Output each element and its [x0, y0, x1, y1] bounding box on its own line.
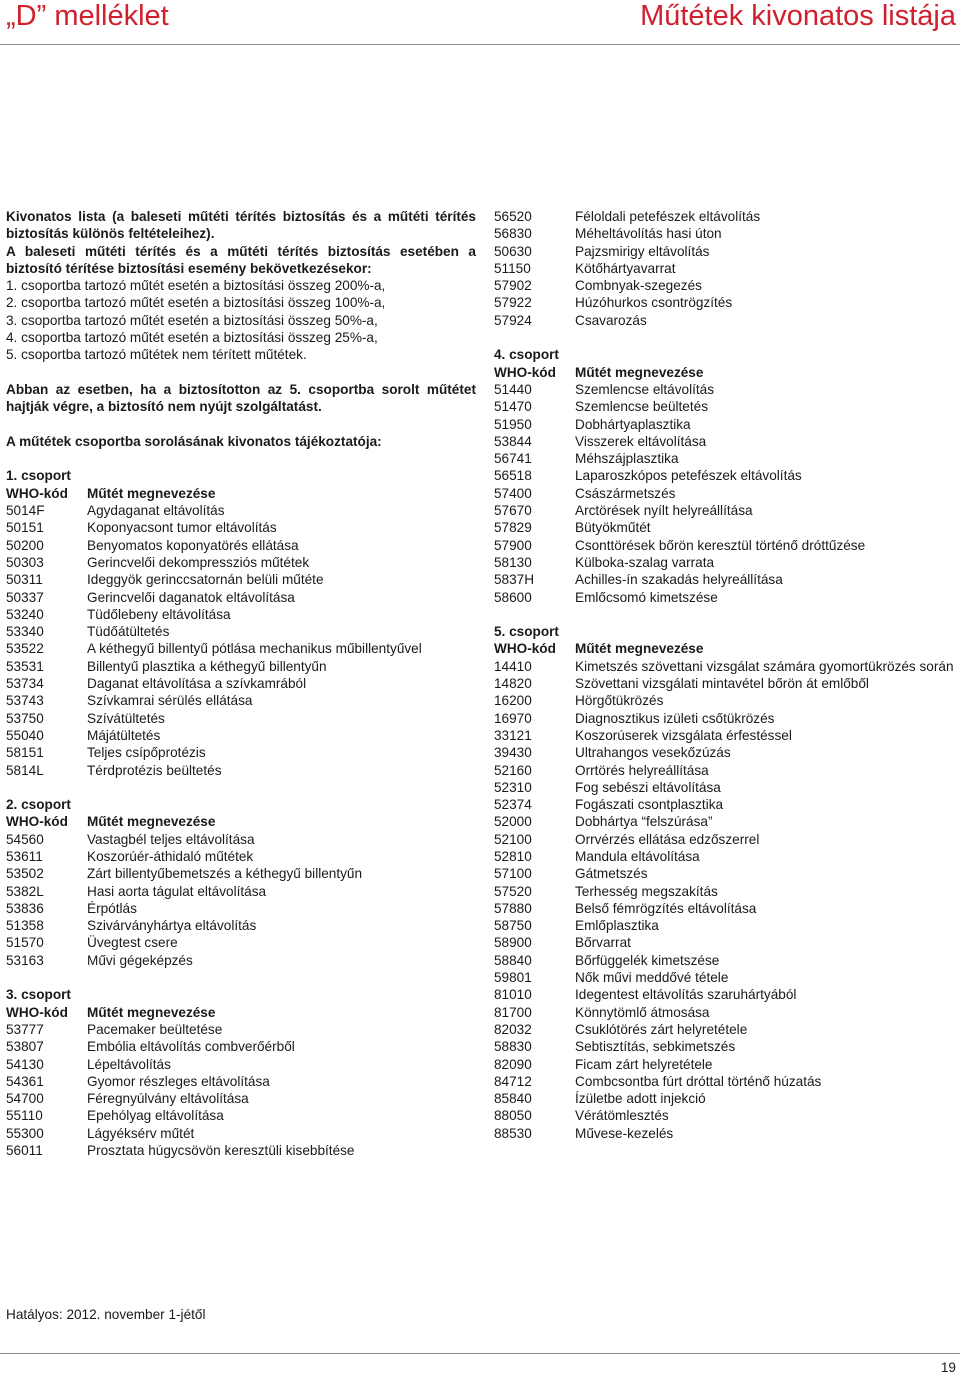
operation-name: Benyomatos koponyatörés ellátása — [87, 537, 299, 553]
operation-name: Féregnyúlvány eltávolítása — [87, 1091, 249, 1107]
who-code: 82032 — [494, 1021, 532, 1037]
who-code: 57100 — [494, 866, 532, 882]
who-code: 88530 — [494, 1125, 532, 1141]
operation-group — [494, 623, 956, 1142]
table-row — [494, 589, 956, 606]
who-code: 53844 — [494, 433, 532, 449]
table-row — [494, 675, 956, 692]
who-code: 57670 — [494, 503, 532, 519]
who-code: 56520 — [494, 209, 532, 224]
operation-name: Szövettani vizsgálati mintavétel bőrön át emlőből — [575, 676, 869, 692]
who-code: 55300 — [6, 1125, 44, 1141]
operation-name: Szivárványhártya eltávolítás — [87, 918, 257, 934]
operation-name: Visszerek eltávolítása — [575, 433, 707, 449]
table-row — [494, 900, 956, 917]
operation-group — [6, 796, 476, 969]
who-code: 5014F — [6, 503, 45, 519]
column-header — [6, 1004, 476, 1021]
who-code: 50303 — [6, 554, 44, 570]
table-row — [494, 1021, 956, 1038]
operation-name: A kéthegyű billentyű pótlása mechanikus műbillentyűvel — [87, 641, 422, 657]
table-row — [494, 225, 956, 242]
who-code: 50337 — [6, 589, 44, 605]
operation-name: Mandula eltávolítása — [575, 848, 700, 864]
operation-name: Ideggyök gerinccsatornán belüli műtéte — [87, 572, 324, 588]
operation-group — [6, 467, 476, 778]
table-row — [494, 416, 956, 433]
who-code: 52310 — [494, 779, 532, 795]
operation-name: Koponyacsont tumor eltávolítás — [87, 520, 277, 536]
column-header — [6, 485, 476, 502]
table-row — [494, 848, 956, 865]
operation-name: Dobhártya “felszúrása” — [575, 814, 713, 830]
table-row — [494, 554, 956, 571]
operation-name: Tüdőátültetés — [87, 624, 170, 640]
group-title: 1. csoport — [6, 468, 71, 484]
who-code: 53240 — [6, 606, 44, 622]
operation-name: Üvegtest csere — [87, 935, 178, 951]
column-header — [494, 364, 956, 381]
table-row — [6, 727, 476, 744]
operation-name: Gyomor részleges eltávolítása — [87, 1073, 270, 1089]
table-row — [6, 1073, 476, 1090]
table-row — [6, 623, 476, 640]
operation-name: Embólia eltávolítás combverőérből — [87, 1039, 295, 1055]
who-code: 51470 — [494, 399, 532, 415]
operation-name: Gerincvelői dekompressziós műtétek — [87, 554, 310, 570]
who-code: 53750 — [6, 710, 44, 726]
table-row — [494, 277, 956, 294]
table-row — [6, 917, 476, 934]
operation-name: Féloldali petefészek eltávolítás — [575, 209, 761, 224]
who-code: 56741 — [494, 451, 532, 467]
who-code: 16200 — [494, 693, 532, 709]
table-row — [6, 554, 476, 571]
operation-group — [494, 208, 956, 329]
who-code: 50200 — [6, 537, 44, 553]
footer-divider — [0, 1353, 960, 1354]
who-code: 52000 — [494, 814, 532, 830]
who-code: 53743 — [6, 693, 44, 709]
who-code: 53734 — [6, 676, 44, 692]
table-row — [6, 1142, 476, 1159]
table-row — [494, 917, 956, 934]
table-row — [6, 692, 476, 709]
operation-name: Tüdőlebeny eltávolítása — [87, 606, 231, 622]
spacer — [6, 779, 476, 796]
who-code: 51570 — [6, 935, 44, 951]
operation-name: Térdprotézis beültetés — [87, 762, 222, 778]
who-code: 39430 — [494, 745, 532, 761]
operation-name: Idegentest eltávolítás szaruhártyából — [575, 987, 797, 1003]
who-code: 56830 — [494, 226, 532, 242]
operation-name: Pacemaker beültetése — [87, 1021, 223, 1037]
who-code: 88050 — [494, 1108, 532, 1124]
right-groups — [494, 208, 956, 1142]
operation-name: Külboka-szalag varrata — [575, 554, 715, 570]
table-row — [494, 813, 956, 830]
table-row — [494, 1090, 956, 1107]
intro-item: 2. csoportba tartozó műtét esetén a biztosítási összeg 100%-a, — [6, 295, 386, 311]
who-code: 53611 — [6, 848, 43, 864]
who-code: 85840 — [494, 1091, 532, 1107]
table-row — [494, 467, 956, 484]
table-row — [6, 1021, 476, 1038]
table-row — [494, 260, 956, 277]
table-row — [6, 710, 476, 727]
who-code: 56518 — [494, 468, 532, 484]
who-code: 57900 — [494, 537, 532, 553]
effective-date: Hatályos: 2012. november 1-jétől — [6, 1307, 206, 1322]
operation-name: Vastagbél teljes eltávolítása — [87, 831, 255, 847]
table-row — [6, 865, 476, 882]
operation-name: Prosztata húgycsövön keresztüli kisebbítése — [87, 1143, 355, 1159]
table-row — [494, 1056, 956, 1073]
who-code: 56011 — [6, 1143, 43, 1159]
operation-name: Emlőcsomó kimetszése — [575, 589, 718, 605]
table-row — [6, 675, 476, 692]
operation-name: Koszorúér-áthidaló műtétek — [87, 848, 254, 864]
operation-name: Szemlencse eltávolítás — [575, 381, 715, 397]
table-row — [494, 571, 956, 588]
who-code: 51950 — [494, 416, 532, 432]
table-row — [494, 537, 956, 554]
who-code: 58840 — [494, 952, 532, 968]
who-code: 52100 — [494, 831, 532, 847]
table-row — [494, 658, 956, 675]
who-code: 54560 — [6, 831, 44, 847]
table-row — [494, 779, 956, 796]
who-code: 53502 — [6, 866, 44, 882]
operation-name: Combnyak-szegezés — [575, 278, 702, 294]
who-code: 51358 — [6, 918, 44, 934]
table-row — [6, 900, 476, 917]
name-header: Műtét megnevezése — [575, 364, 704, 380]
who-code: 5814L — [6, 762, 44, 778]
spacer — [6, 969, 476, 986]
operation-name: Csavarozás — [575, 312, 647, 328]
table-row — [494, 312, 956, 329]
table-row — [6, 952, 476, 969]
who-code: 57880 — [494, 900, 532, 916]
who-code: 53807 — [6, 1039, 44, 1055]
table-row — [494, 502, 956, 519]
operation-name: Sebtisztítás, sebkimetszés — [575, 1039, 736, 1055]
who-code: 50311 — [6, 572, 43, 588]
operation-name: Gátmetszés — [575, 866, 648, 882]
who-code: 57400 — [494, 485, 532, 501]
who-code: 57922 — [494, 295, 532, 311]
who-code: 16970 — [494, 710, 532, 726]
who-code: 58830 — [494, 1039, 532, 1055]
who-code: 84712 — [494, 1073, 532, 1089]
who-code: 57829 — [494, 520, 532, 536]
operation-name: Daganat eltávolítása a szívkamrából — [87, 676, 307, 692]
operation-name: Császármetszés — [575, 485, 676, 501]
intro-lead: A baleseti műtéti térítés és a műtéti térítés biztosítás esetében a biztosító térítése biztosítási esemény bekövetkezésekor: — [6, 243, 476, 276]
operation-name: Ficam zárt helyretétele — [575, 1056, 713, 1072]
left-column — [6, 208, 476, 1159]
operation-name: Kimetszés szövettani vizsgálat számára gyomortükrözés során — [575, 658, 954, 674]
who-code: 50630 — [494, 243, 532, 259]
operation-name: Vérátömlesztés — [575, 1108, 669, 1124]
operation-name: Arctörések nyílt helyreállítása — [575, 503, 753, 519]
table-row — [494, 744, 956, 761]
operation-group — [494, 346, 956, 605]
who-code: 58900 — [494, 935, 532, 951]
table-row — [494, 969, 956, 986]
table-row — [494, 796, 956, 813]
who-code: 53836 — [6, 900, 44, 916]
table-row — [494, 865, 956, 882]
who-code: 53777 — [6, 1021, 44, 1037]
operation-name: Méhszájplasztika — [575, 451, 679, 467]
code-header: WHO-kód — [6, 485, 68, 501]
table-row — [6, 537, 476, 554]
who-code: 53531 — [6, 658, 44, 674]
operation-name: Laparoszkópos petefészek eltávolítás — [575, 468, 802, 484]
who-code: 51150 — [494, 260, 531, 276]
table-row — [6, 883, 476, 900]
name-header: Műtét megnevezése — [87, 485, 216, 501]
who-code: 82090 — [494, 1056, 532, 1072]
table-row — [6, 1090, 476, 1107]
intro-item: 4. csoportba tartozó műtét esetén a biztosítási összeg 25%-a, — [6, 330, 378, 346]
who-code: 54130 — [6, 1056, 44, 1072]
who-code: 57902 — [494, 278, 532, 294]
section-label: „D” melléklet — [6, 0, 169, 32]
page-title: Műtétek kivonatos listája — [640, 0, 956, 32]
who-code: 52160 — [494, 762, 532, 778]
table-row — [494, 986, 956, 1003]
operation-name: Hörgőtükrözés — [575, 693, 664, 709]
operation-name: Májátültetés — [87, 727, 161, 743]
code-header: WHO-kód — [6, 1004, 68, 1020]
table-row — [494, 934, 956, 951]
who-code: 55110 — [6, 1108, 43, 1124]
who-code: 50151 — [6, 520, 44, 536]
operation-name: Szívátültetés — [87, 710, 165, 726]
code-header: WHO-kód — [494, 364, 556, 380]
table-row — [6, 502, 476, 519]
who-code: 5837H — [494, 572, 535, 588]
table-row — [494, 243, 956, 260]
page-number: 19 — [940, 1360, 956, 1375]
name-header: Műtét megnevezése — [87, 1004, 216, 1020]
operation-name: Orrvérzés ellátása edzőszerrel — [575, 831, 760, 847]
operation-name: Méheltávolítás hasi úton — [575, 226, 722, 242]
table-row — [494, 485, 956, 502]
operation-name: Emlőplasztika — [575, 918, 659, 934]
who-code: 58750 — [494, 918, 532, 934]
operation-name: Fog sebészi eltávolítása — [575, 779, 721, 795]
table-row — [494, 1038, 956, 1055]
table-row — [6, 762, 476, 779]
table-row — [6, 848, 476, 865]
who-code: 52810 — [494, 848, 532, 864]
operation-name: Belső fémrögzítés eltávolítása — [575, 900, 757, 916]
who-code: 59801 — [494, 970, 532, 986]
who-code: 53522 — [6, 641, 44, 657]
who-code: 14820 — [494, 676, 532, 692]
table-row — [6, 571, 476, 588]
operation-name: Csuklótörés zárt helyretétele — [575, 1021, 748, 1037]
table-row — [6, 519, 476, 536]
column-header — [494, 640, 956, 657]
table-row — [494, 710, 956, 727]
who-code: 51440 — [494, 381, 532, 397]
table-row — [6, 1038, 476, 1055]
operation-name: Fogászati csontplasztika — [575, 797, 724, 813]
operation-name: Ízületbe adott injekció — [575, 1091, 706, 1107]
table-row — [6, 1125, 476, 1142]
table-row — [494, 727, 956, 744]
who-code: 54700 — [6, 1091, 44, 1107]
operation-name: Epehólyag eltávolítása — [87, 1108, 224, 1124]
intro-item: 5. csoportba tartozó műtétek nem térített műtétek. — [6, 347, 307, 363]
code-header: WHO-kód — [6, 814, 68, 830]
who-code: 53163 — [6, 952, 44, 968]
right-column — [494, 208, 956, 1142]
operation-name: Achilles-ín szakadás helyreállítása — [575, 572, 783, 588]
left-groups — [6, 467, 476, 1159]
table-row — [494, 692, 956, 709]
operation-name: Kötőhártyavarrat — [575, 260, 676, 276]
table-row — [6, 658, 476, 675]
operation-name: Combcsontba fúrt dróttal történő húzatás — [575, 1073, 822, 1089]
operation-name: Koszorúserek vizsgálata érfestéssel — [575, 727, 792, 743]
operation-name: Ultrahangos vesekőzúzás — [575, 745, 731, 761]
table-row — [494, 381, 956, 398]
table-row — [494, 1107, 956, 1124]
who-code: 5382L — [6, 883, 44, 899]
table-row — [6, 1107, 476, 1124]
groups-title: A műtétek csoportba sorolásának kivonatos tájékoztatója: — [6, 433, 382, 449]
operation-name: Lépeltávolítás — [87, 1056, 171, 1072]
operation-name: Dobhártyaplasztika — [575, 416, 691, 432]
table-row — [494, 1125, 956, 1142]
operation-name: Zárt billentyűbemetszés a kéthegyű billentyűn — [87, 866, 363, 882]
table-row — [6, 934, 476, 951]
operation-name: Teljes csípőprotézis — [87, 745, 206, 761]
operation-name: Szemlencse beültetés — [575, 399, 708, 415]
table-row — [494, 831, 956, 848]
table-row — [494, 450, 956, 467]
table-row — [6, 589, 476, 606]
who-code: 81700 — [494, 1004, 532, 1020]
operation-name: Bőrfüggelék kimetszése — [575, 952, 720, 968]
operation-name: Lágyéksérv műtét — [87, 1125, 195, 1141]
operation-name: Orrtörés helyreállítása — [575, 762, 709, 778]
table-row — [494, 952, 956, 969]
operation-name: Érpótlás — [87, 900, 137, 916]
intro-note: Abban az esetben, ha a biztosítotton az 5. csoportba sorolt műtétet hajtják végre, a biztosító nem nyújt szolgáltatást. — [6, 381, 476, 415]
operation-name: Terhesség megszakítás — [575, 883, 718, 899]
group-title: 3. csoport — [6, 987, 71, 1003]
spacer — [494, 606, 956, 623]
intro-item: 1. csoportba tartozó műtét esetén a biztosítási összeg 200%-a, — [6, 278, 386, 294]
operation-group — [6, 986, 476, 1159]
who-code: 33121 — [494, 727, 532, 743]
spacer — [494, 329, 956, 346]
operation-name: Művese-kezelés — [575, 1125, 674, 1141]
table-row — [494, 1004, 956, 1021]
operation-name: Gerincvelői daganatok eltávolítása — [87, 589, 295, 605]
table-row — [494, 519, 956, 536]
operation-name: Bütyökműtét — [575, 520, 651, 536]
intro-item: 3. csoportba tartozó műtét esetén a biztosítási összeg 50%-a, — [6, 312, 378, 328]
operation-name: Nők művi meddővé tétele — [575, 970, 729, 986]
who-code: 14410 — [494, 658, 532, 674]
operation-name: Szívkamrai sérülés ellátása — [87, 693, 253, 709]
code-header: WHO-kód — [494, 641, 556, 657]
who-code: 81010 — [494, 987, 532, 1003]
operation-name: Agydaganat eltávolítás — [87, 503, 225, 519]
operation-name: Bőrvarrat — [575, 935, 631, 951]
group-title: 4. csoport — [494, 347, 559, 363]
table-row — [494, 433, 956, 450]
column-header — [6, 813, 476, 830]
operation-name: Diagnosztikus izületi csőtükrözés — [575, 710, 775, 726]
table-row — [6, 640, 476, 657]
operation-name: Húzóhurkos csontrögzítés — [575, 295, 733, 311]
intro-title: Kivonatos lista (a baleseti műtéti térítés biztosítás és a műtéti térítés biztosítás különös feltételeihez). — [6, 209, 476, 242]
table-row — [494, 294, 956, 311]
table-row — [494, 208, 956, 225]
table-row — [6, 1056, 476, 1073]
who-code: 52374 — [494, 797, 532, 813]
operation-name: Csonttörések bőrön keresztül történő dróttűzése — [575, 537, 866, 553]
table-row — [494, 398, 956, 415]
table-row — [6, 744, 476, 761]
who-code: 57520 — [494, 883, 532, 899]
who-code: 57924 — [494, 312, 532, 328]
name-header: Műtét megnevezése — [575, 641, 704, 657]
who-code: 55040 — [6, 727, 44, 743]
header-divider — [0, 44, 960, 45]
operation-name: Pajzsmirigy eltávolítás — [575, 243, 710, 259]
table-row — [494, 883, 956, 900]
table-row — [6, 831, 476, 848]
operation-name: Hasi aorta tágulat eltávolítása — [87, 883, 267, 899]
who-code: 58151 — [6, 745, 44, 761]
who-code: 58130 — [494, 554, 532, 570]
table-row — [494, 762, 956, 779]
table-row — [6, 606, 476, 623]
group-title: 2. csoport — [6, 797, 71, 813]
operation-name: Könnytömlő átmosása — [575, 1004, 710, 1020]
who-code: 53340 — [6, 624, 44, 640]
who-code: 54361 — [6, 1073, 44, 1089]
name-header: Műtét megnevezése — [87, 814, 216, 830]
group-title: 5. csoport — [494, 624, 559, 640]
operation-name: Művi gégeképzés — [87, 952, 193, 968]
who-code: 58600 — [494, 589, 532, 605]
operation-name: Billentyű plasztika a kéthegyű billentyűn — [87, 658, 327, 674]
table-row — [494, 1073, 956, 1090]
